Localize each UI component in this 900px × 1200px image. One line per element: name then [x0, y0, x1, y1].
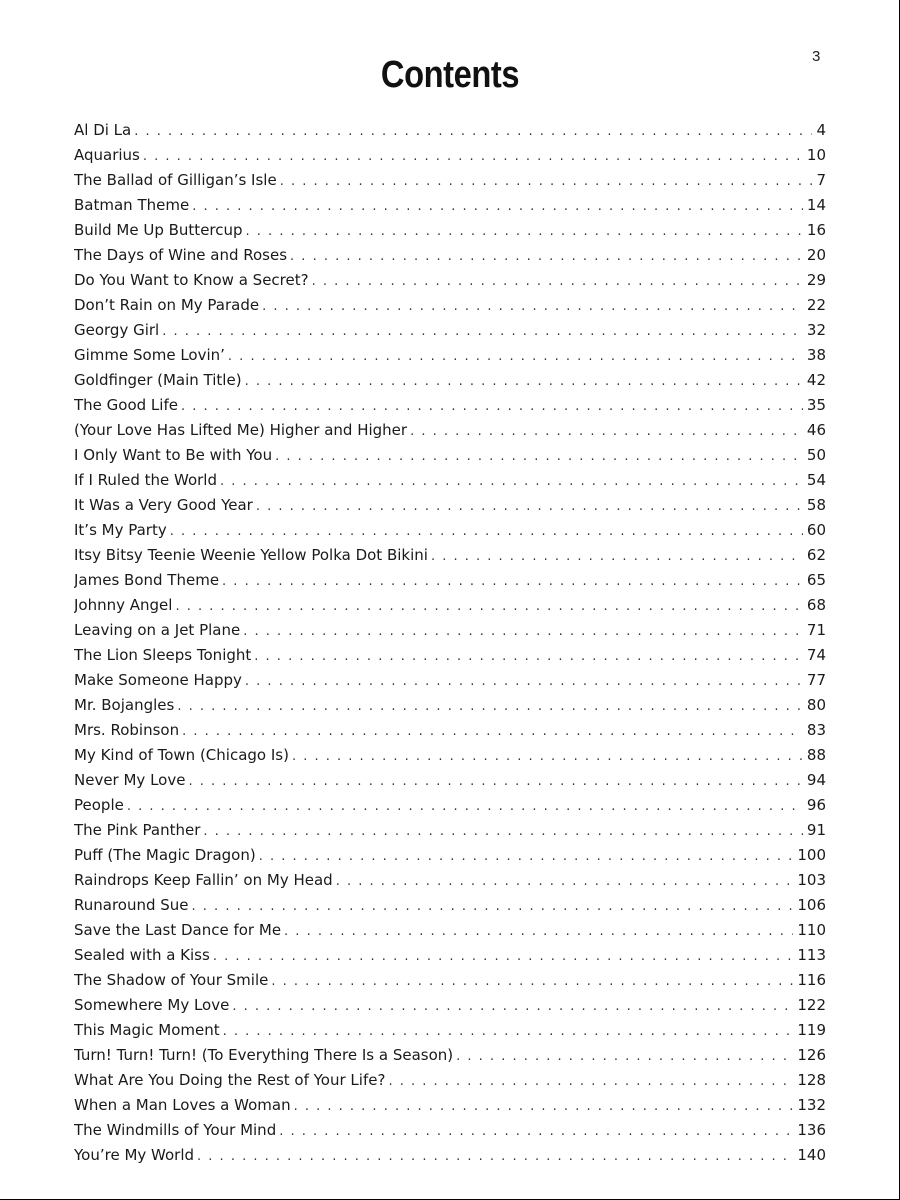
toc-entry[interactable]: [74, 318, 826, 343]
toc-entry[interactable]: [74, 1143, 826, 1168]
toc-entry-page: 119: [797, 1021, 826, 1039]
toc-entry-title: James Bond Theme: [74, 571, 220, 589]
toc-entry[interactable]: [74, 268, 826, 293]
toc-entry-title: Mrs. Robinson: [74, 721, 180, 739]
toc-entry-title: Turn! Turn! Turn! (To Everything There Is a Season): [74, 1046, 454, 1064]
toc-entry-page: 62: [806, 546, 826, 564]
toc-entry-page: 136: [797, 1121, 826, 1139]
toc-entry[interactable]: [74, 193, 826, 218]
dot-leader: [292, 744, 803, 768]
toc-entry[interactable]: [74, 793, 826, 818]
toc-entry[interactable]: [74, 218, 826, 243]
toc-entry-page: 16: [806, 221, 826, 239]
toc-entry[interactable]: [74, 1018, 826, 1043]
dot-leader: [192, 194, 803, 218]
dot-leader: [294, 1094, 794, 1118]
toc-entry-page: 50: [806, 446, 826, 464]
toc-entry[interactable]: [74, 893, 826, 918]
dot-leader: [259, 844, 794, 868]
toc-entry[interactable]: [74, 393, 826, 418]
toc-entry[interactable]: [74, 543, 826, 568]
toc-entry-page: 54: [806, 471, 826, 489]
toc-entry-title: The Pink Panther: [74, 821, 201, 839]
toc-entry-title: The Windmills of Your Mind: [74, 1121, 277, 1139]
dot-leader: [271, 969, 793, 993]
toc-entry-page: 14: [806, 196, 826, 214]
toc-entry-page: 110: [797, 921, 826, 939]
toc-entry-title: Batman Theme: [74, 196, 190, 214]
toc-entry-title: Aquarius: [74, 146, 140, 164]
toc-entry-title: It’s My Party: [74, 521, 167, 539]
dot-leader: [262, 294, 803, 318]
dot-leader: [431, 544, 803, 568]
toc-entry-title: Al Di La: [74, 121, 132, 139]
toc-entry[interactable]: [74, 518, 826, 543]
toc-entry-page: 126: [797, 1046, 826, 1064]
toc-entry-page: 83: [806, 721, 826, 739]
toc-entry-title: Runaround Sue: [74, 896, 189, 914]
dot-leader: [410, 419, 803, 443]
toc-entry-page: 116: [797, 971, 826, 989]
dot-leader: [284, 919, 793, 943]
toc-entry[interactable]: [74, 243, 826, 268]
toc-entry[interactable]: [74, 693, 826, 718]
toc-entry-page: 88: [806, 746, 826, 764]
dot-leader: [246, 219, 803, 243]
toc-entry-title: Goldfinger (Main Title): [74, 371, 242, 389]
toc-entry-title: If I Ruled the World: [74, 471, 217, 489]
toc-entry-page: 38: [806, 346, 826, 364]
toc-entry-page: 29: [806, 271, 826, 289]
toc-entry[interactable]: [74, 868, 826, 893]
toc-entry-title: Do You Want to Know a Secret?: [74, 271, 309, 289]
toc-entry[interactable]: [74, 1068, 826, 1093]
dot-leader: [134, 119, 812, 143]
toc-entry[interactable]: [74, 143, 826, 168]
toc-entry-title: You’re My World: [74, 1146, 195, 1164]
toc-entry-title: What Are You Doing the Rest of Your Life?: [74, 1071, 386, 1089]
toc-entry-title: Johnny Angel: [74, 596, 173, 614]
dot-leader: [222, 569, 803, 593]
toc-entry[interactable]: [74, 943, 826, 968]
toc-entry[interactable]: [74, 343, 826, 368]
toc-entry-page: 71: [806, 621, 826, 639]
toc-entry[interactable]: [74, 493, 826, 518]
toc-entry[interactable]: [74, 918, 826, 943]
dot-leader: [162, 319, 803, 343]
dot-leader: [279, 1119, 793, 1143]
dot-leader: [143, 144, 803, 168]
toc-entry[interactable]: [74, 443, 826, 468]
toc-entry-title: People: [74, 796, 124, 814]
toc-entry-page: 74: [806, 646, 826, 664]
toc-entry[interactable]: [74, 1043, 826, 1068]
toc-entry-title: Build Me Up Buttercup: [74, 221, 243, 239]
toc-entry[interactable]: [74, 1118, 826, 1143]
dot-leader: [127, 794, 803, 818]
toc-entry-title: It Was a Very Good Year: [74, 496, 253, 514]
toc-entry-title: Mr. Bojangles: [74, 696, 175, 714]
dot-leader: [223, 1019, 794, 1043]
toc-entry-page: 7: [816, 171, 826, 189]
toc-entry-title: Gimme Some Lovin’: [74, 346, 225, 364]
toc-entry-page: 22: [806, 296, 826, 314]
dot-leader: [228, 344, 803, 368]
toc-entry-page: 113: [797, 946, 826, 964]
dot-leader: [275, 444, 803, 468]
toc-entry-title: The Shadow of Your Smile: [74, 971, 269, 989]
toc-entry-page: 106: [797, 896, 826, 914]
dot-leader: [188, 769, 802, 793]
page-number: 3: [812, 48, 821, 65]
toc-entry-title: Never My Love: [74, 771, 186, 789]
toc-entry[interactable]: [74, 643, 826, 668]
dot-leader: [177, 694, 803, 718]
toc-entry[interactable]: [74, 668, 826, 693]
dot-leader: [213, 944, 794, 968]
toc-entry-page: 60: [806, 521, 826, 539]
toc-entry-title: Leaving on a Jet Plane: [74, 621, 241, 639]
dot-leader: [245, 669, 803, 693]
dot-leader: [256, 494, 803, 518]
toc-entry-page: 103: [797, 871, 826, 889]
toc-entry-page: 4: [816, 121, 826, 139]
toc-entry-page: 77: [806, 671, 826, 689]
toc-entry[interactable]: [74, 568, 826, 593]
toc-entry-page: 32: [806, 321, 826, 339]
dot-leader: [182, 719, 803, 743]
table-of-contents: [74, 118, 826, 1168]
toc-entry[interactable]: [74, 818, 826, 843]
toc-entry-page: 94: [806, 771, 826, 789]
toc-entry-title: When a Man Loves a Woman: [74, 1096, 291, 1114]
toc-entry-page: 140: [797, 1146, 826, 1164]
dot-leader: [254, 644, 803, 668]
dot-leader: [197, 1144, 793, 1168]
toc-entry[interactable]: [74, 168, 826, 193]
toc-entry[interactable]: [74, 118, 826, 143]
toc-entry-page: 20: [806, 246, 826, 264]
toc-entry-title: The Lion Sleeps Tonight: [74, 646, 252, 664]
toc-entry-title: Somewhere My Love: [74, 996, 230, 1014]
dot-leader: [336, 869, 794, 893]
toc-entry-page: 80: [806, 696, 826, 714]
dot-leader: [175, 594, 802, 618]
toc-entry-title: (Your Love Has Lifted Me) Higher and Higher: [74, 421, 408, 439]
dot-leader: [312, 269, 803, 293]
toc-entry[interactable]: [74, 968, 826, 993]
toc-entry[interactable]: [74, 1093, 826, 1118]
toc-entry[interactable]: [74, 593, 826, 618]
dot-leader: [245, 369, 803, 393]
toc-entry-title: Georgy Girl: [74, 321, 160, 339]
toc-entry-title: The Days of Wine and Roses: [74, 246, 288, 264]
toc-entry-title: The Good Life: [74, 396, 178, 414]
toc-entry-title: My Kind of Town (Chicago Is): [74, 746, 289, 764]
toc-entry-title: Puff (The Magic Dragon): [74, 846, 256, 864]
toc-entry-title: Sealed with a Kiss: [74, 946, 210, 964]
toc-entry-page: 91: [806, 821, 826, 839]
toc-entry-page: 10: [806, 146, 826, 164]
toc-entry[interactable]: [74, 993, 826, 1018]
toc-entry[interactable]: [74, 293, 826, 318]
dot-leader: [456, 1044, 793, 1068]
toc-entry-title: This Magic Moment: [74, 1021, 220, 1039]
toc-entry-page: 128: [797, 1071, 826, 1089]
toc-entry-title: The Ballad of Gilligan’s Isle: [74, 171, 277, 189]
dot-leader: [232, 994, 793, 1018]
toc-entry-title: Itsy Bitsy Teenie Weenie Yellow Polka Dot Bikini: [74, 546, 428, 564]
toc-entry[interactable]: [74, 768, 826, 793]
toc-entry-title: Don’t Rain on My Parade: [74, 296, 260, 314]
toc-entry-page: 46: [806, 421, 826, 439]
toc-entry-title: Make Someone Happy: [74, 671, 242, 689]
toc-entry[interactable]: [74, 718, 826, 743]
toc-entry-page: 58: [806, 496, 826, 514]
toc-entry-page: 96: [806, 796, 826, 814]
toc-entry[interactable]: [74, 743, 826, 768]
toc-entry[interactable]: [74, 368, 826, 393]
toc-entry-title: Save the Last Dance for Me: [74, 921, 282, 939]
dot-leader: [280, 169, 813, 193]
dot-leader: [192, 894, 794, 918]
toc-entry-page: 132: [797, 1096, 826, 1114]
page-title: Contents: [380, 54, 520, 96]
dot-leader: [290, 244, 803, 268]
dot-leader: [203, 819, 803, 843]
toc-entry-page: 42: [806, 371, 826, 389]
toc-entry[interactable]: [74, 843, 826, 868]
toc-entry[interactable]: [74, 618, 826, 643]
dot-leader: [220, 469, 803, 493]
toc-entry[interactable]: [74, 418, 826, 443]
toc-entry-page: 122: [797, 996, 826, 1014]
toc-entry-page: 65: [806, 571, 826, 589]
dot-leader: [170, 519, 803, 543]
toc-entry-title: I Only Want to Be with You: [74, 446, 273, 464]
dot-leader: [181, 394, 803, 418]
toc-entry-page: 100: [797, 846, 826, 864]
toc-entry-page: 68: [806, 596, 826, 614]
toc-entry-title: Raindrops Keep Fallin’ on My Head: [74, 871, 333, 889]
dot-leader: [388, 1069, 793, 1093]
toc-entry[interactable]: [74, 468, 826, 493]
toc-entry-page: 35: [806, 396, 826, 414]
dot-leader: [243, 619, 803, 643]
